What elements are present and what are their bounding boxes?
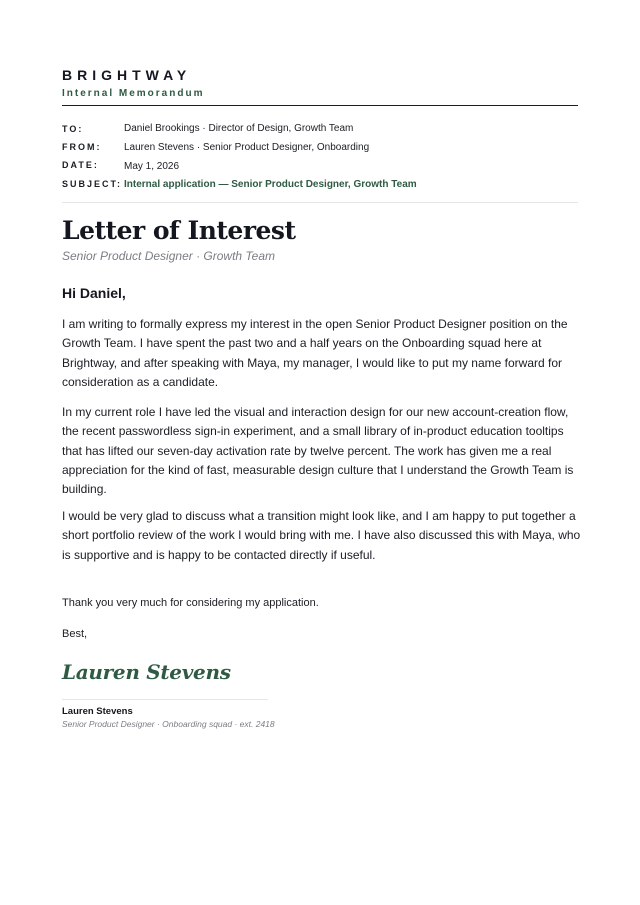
to-value: Daniel Brookings · Director of Design, Growth Team (124, 123, 354, 134)
date-value: May 1, 2026 (124, 161, 180, 172)
letter-subtitle: Senior Product Designer · Growth Team (62, 249, 275, 263)
header-divider (62, 105, 578, 106)
body-paragraph-3: I would be very glad to discuss what a transition might look like, and I am happy to put together a short portfolio review of the work I would bring with me. I have also discussed this with Maya, who is supportive and is happy to be contacted directly if useful. (62, 509, 581, 562)
closing-line: Best, (62, 628, 88, 640)
thanks-line: Thank you very much for considering my application. (62, 597, 319, 609)
subject-value: Internal application — Senior Product Designer, Growth Team (124, 179, 417, 190)
meta-divider (62, 202, 578, 203)
date-label: DATE: (62, 160, 99, 170)
body-paragraph-2: In my current role I have led the visual and interaction design for our new account-creation flow, the recent passwordless sign-in experiment, and a small library of in-product education tooltips that has lifted our seven-day activation rate by twelve percent. The work has given me a real appreciation for the kind of fast, measurable design culture that I understand the Growth Team is building. (62, 405, 574, 497)
to-label: TO: (62, 124, 84, 134)
letter-title: Letter of Interest (62, 216, 296, 245)
from-label: FROM: (62, 142, 102, 152)
document-type: Internal Memorandum (62, 88, 205, 99)
signature-divider (62, 699, 268, 700)
greeting: Hi Daniel, (62, 285, 126, 301)
body-paragraph-1: I am writing to formally express my interest in the open Senior Product Designer position on the Growth Team. I have spent the past two and a half years on the Onboarding squad here at Brightway, and after speaking with Maya, my manager, I would like to put my name forward for consideration as a candidate. (62, 317, 568, 389)
subject-label: SUBJECT: (62, 179, 123, 189)
signer-role: Senior Product Designer · Onboarding squad · ext. 2418 (62, 719, 275, 729)
signer-name: Lauren Stevens (62, 706, 133, 717)
company-brand: BRIGHTWAY (62, 67, 192, 83)
handwritten-signature: Lauren Stevens (62, 660, 231, 684)
from-value: Lauren Stevens · Senior Product Designer, Onboarding (124, 142, 370, 153)
